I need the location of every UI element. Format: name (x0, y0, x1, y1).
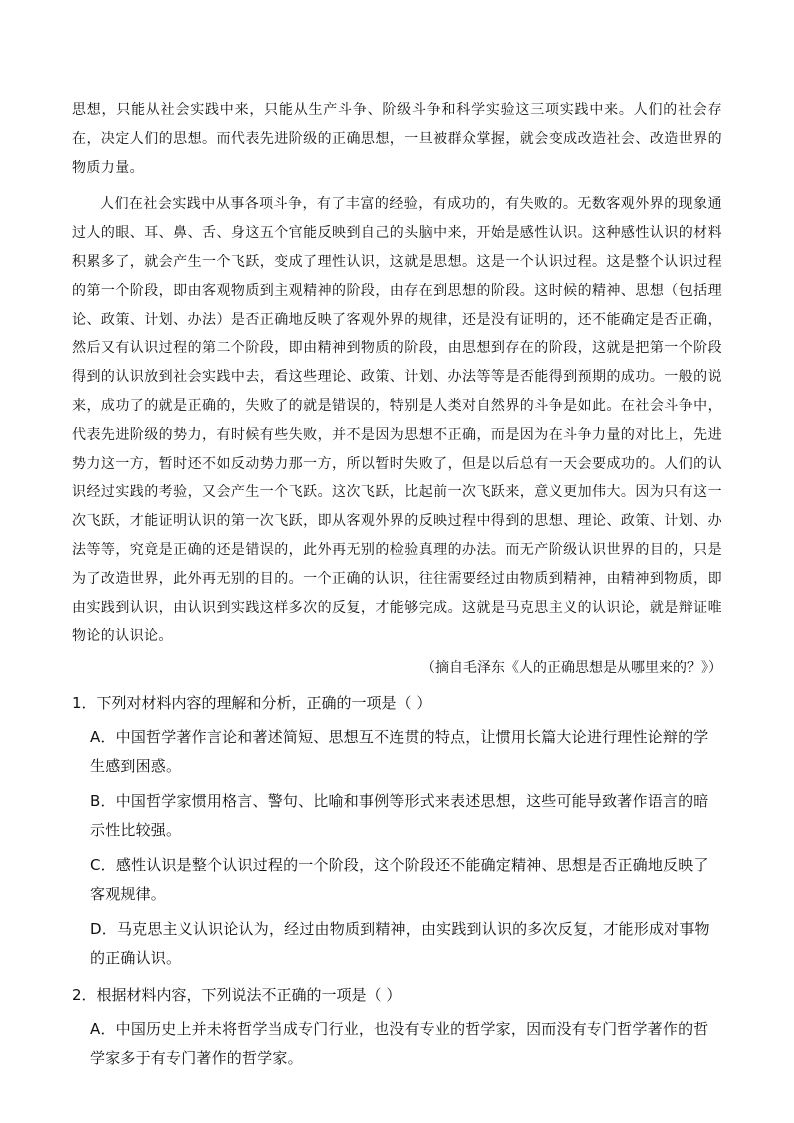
question-stem: 2．根据材料内容，下列说法不正确的一项是（ ） (72, 986, 402, 1005)
question-1 (72, 689, 722, 973)
passage-paragraph: 人们在社会实践中从事各项斗争，有了丰富的经验，有成功的，有失败的。无数客观外界的现象通过人的眼、耳、鼻、舌、身这五个官能反映到自己的头脑中来，开始是感性认识。这种感性认识的材料积累多了，就会产生一个飞跃，变成了理性认识，这就是思想。这是一个认识过程。这是整个认识过程的第一个阶段，即由客观物质到主观精神的阶段，由存在到思想的阶段。这时候的精神、思想（包括理论、政策、计划、办法）是否正确地反映了客观外界的规律，还是没有证明的，还不能确定是否正确，然后又有认识过程的第二个阶段，即由精神到物质的阶段，由思想到存在的阶段，这就是把第一个阶段得到的认识放到社会实践中去，看这些理论、政策、计划、办法等等是否能得到预期的成功。一般的说来，成功了的就是正确的，失败了的就是错误的，特别是人类对自然界的斗争是如此。在社会斗争中，代表先进阶级的势力，有时候有些失败，并不是因为思想不正确，而是因为在斗争力量的对比上，先进势力这一方，暂时还不如反动势力那一方，所以暂时失败了，但是以后总有一天会要成功的。人们的认识经过实践的考验，又会产生一个飞跃。这次飞跃，比起前一次飞跃来，意义更加伟大。因为只有这一次飞跃，才能证明认识的第一次飞跃，即从客观外界的反映过程中得到的思想、理论、政策、计划、办法等等，究竟是正确的还是错误的，此外再无别的检验真理的办法。而无产阶级认识世界的目的，只是为了改造世界，此外再无别的目的。一个正确的认识，往往需要经过由物质到精神，由精神到物质，即由实践到认识，由认识到实践这样多次的反复，才能够完成。这就是马克思主义的认识论，就是辩证唯物论的认识论。 (72, 196, 722, 645)
option-a: A．中国哲学著作言论和著述简短、思想互不连贯的特点，让惯用长篇大论进行理性论辩的学生感到困惑。 (90, 728, 709, 776)
passage-paragraph: 思想，只能从社会实践中来，只能从生产斗争、阶级斗争和科学实验这三项实践中来。人们的社会存在，决定人们的思想。而代表先进阶级的正确思想，一旦被群众掌握，就会变成改造社会、改造世界的物质力量。 (72, 102, 722, 176)
option-a: A．中国历史上并未将哲学当成专门行业，也没有专业的哲学家，因而没有专门哲学著作的哲学家多于有专门著作的哲学家。 (90, 1020, 709, 1068)
option-d: D．马克思主义认识论认为，经过由物质到精神，由实践到认识的多次反复，才能形成对事物的正确认识。 (90, 920, 710, 968)
question-2 (72, 981, 722, 1073)
passage-source: （摘自毛泽东《人的正确思想是从哪里来的？》） (421, 660, 722, 677)
option-b: B．中国哲学家惯用格言、警句、比喻和事例等形式来表述思想，这些可能导致著作语言的暗示性比较强。 (90, 792, 709, 840)
question-stem: 1．下列对材料内容的理解和分析，正确的一项是（ ） (72, 694, 432, 713)
exam-page (72, 96, 722, 1073)
option-c: C．感性认识是整个认识过程的一个阶段，这个阶段还不能确定精神、思想是否正确地反映了客观规律。 (90, 856, 709, 904)
